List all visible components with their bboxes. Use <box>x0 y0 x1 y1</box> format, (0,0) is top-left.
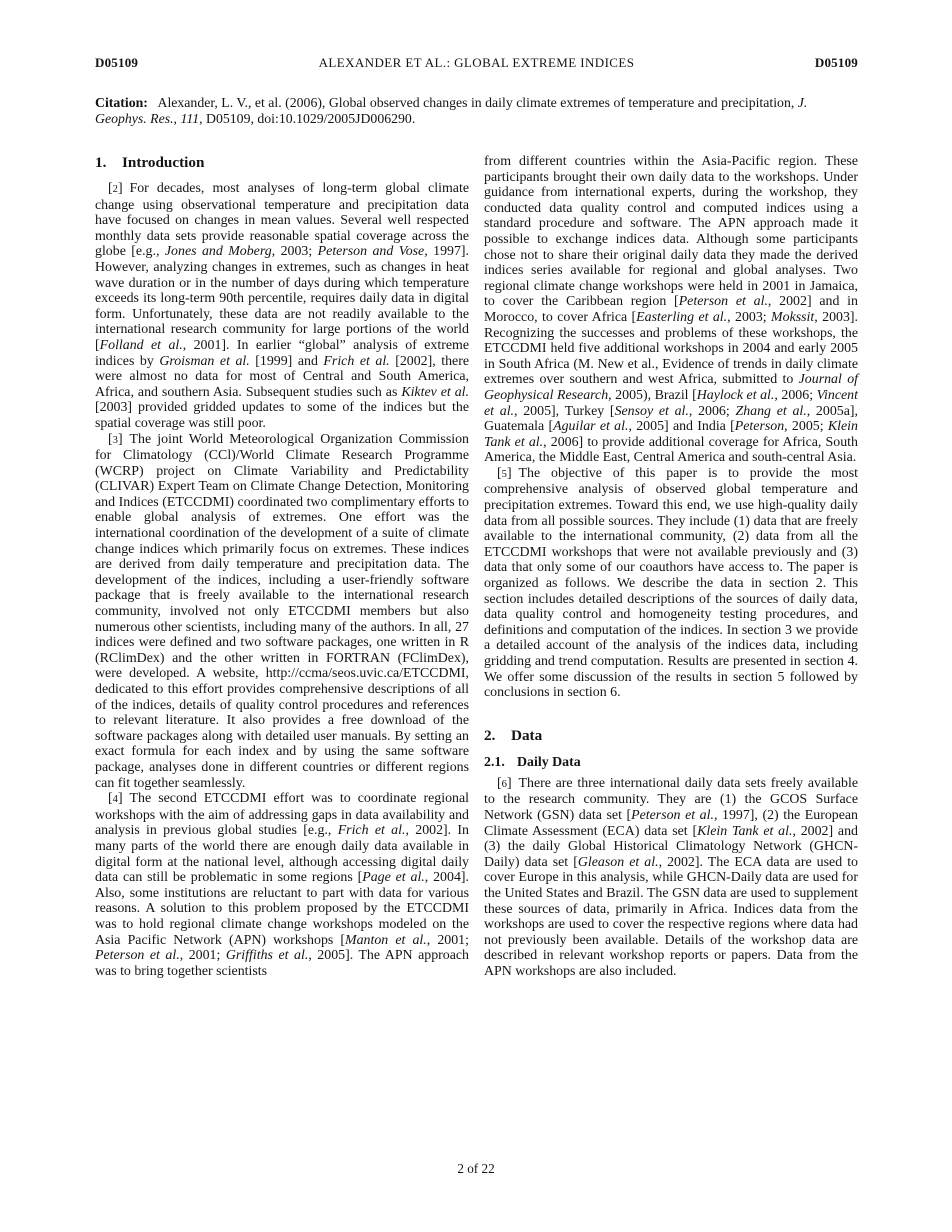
italic-run: Manton et al. <box>345 932 427 948</box>
text-run: , 2002] and in Morocco, to cover Africa [ <box>484 294 858 325</box>
text-run: , 2006; <box>688 403 736 419</box>
italic-run: Folland et al. <box>99 337 183 353</box>
italic-run: Peterson et al. <box>95 948 180 964</box>
text-run: , <box>173 111 181 127</box>
column-right <box>484 154 858 980</box>
page-number: 2 of 22 <box>457 1161 495 1176</box>
text-run: There are three international daily data sets freely available to the research community. They are (1) the GCOS Surface Network (GSN) data set [ <box>484 775 858 823</box>
text-run: from different countries within the Asia-Pacific region. These participants brought their own daily data to the workshops. Under guidance from international experts, during the workshop, they conducted data quality control and computed indices using a standard procedure and software. The APN approach made it possible to exchange indices data. Although some participants chose not to share their original daily data they made the derived indices series available for regional and global analyses. Two regional climate change workshops were held in 2001 in Jamaica, to cover the Caribbean region [ <box>484 154 858 310</box>
paragraph <box>95 432 469 792</box>
text-run: , 2001; <box>426 932 469 948</box>
text-run: Alexander, L. V., et al. (2006), Global observed changes in daily climate extremes of temperature and precipitation, <box>147 95 798 110</box>
header-doc-id-right: D05109 <box>814 55 858 70</box>
heading-number: 2.1. <box>484 754 505 770</box>
text-run: , 1997]. However, analyzing changes in extremes, such as changes in heat wave duration or in the number of days during which temperature exceeds its long-term 90th percentile, requires daily data in digital form. Unfortunately, these data are not readily available to the international research community for large portions of the world [ <box>95 244 470 353</box>
italic-run: Peterson and Vose <box>317 244 425 260</box>
text-run: The objective of this paper is to provide the most comprehensive analysis of observed global temperature and precipitation extremes. Toward this end, we use high-quality daily data from all possible sources. They include (1) data that are freely available to the international community, (2) data from all the ETCCDMI workshops that were not available previously and (3) data that only some of our coauthors have access to. The paper is organized as follows. We describe the data in section 2. This section includes detailed descriptions of the sources of daily data, data quality control and homogeneity testing procedures, and definitions and computation of the indices. In section 3 we provide a detailed account of the analysis of the indices data, including gridding and trend computation. Results are presented in section 4. We offer some discussion of the results in section 5 followed by conclusions in section 6. <box>484 465 858 701</box>
heading-title: Data <box>511 726 543 744</box>
italic-run: Groisman et al. <box>159 353 250 369</box>
italic-run: Zhang et al. <box>735 403 807 419</box>
text-run: , 2005), Brazil [ <box>608 387 697 403</box>
italic-run: Mokssit <box>771 309 815 325</box>
italic-run: Journal of Geophysical Research <box>484 372 858 403</box>
paragraph <box>95 181 469 432</box>
paragraph <box>484 154 858 466</box>
italic-run: Klein Tank et al. <box>697 823 793 839</box>
subsection-heading <box>484 754 858 771</box>
paragraph-number: [5] <box>497 465 519 481</box>
italic-run: Peterson et al. <box>678 294 768 310</box>
paragraph <box>484 466 858 701</box>
italic-run: Vincent et al. <box>484 387 858 419</box>
text-run: , 2005; <box>784 419 828 435</box>
text-run: , 1997], (2) the European Climate Assessment (ECA) data set [ <box>484 807 858 839</box>
text-run: , 2006; <box>774 387 817 403</box>
italic-run: Kiktev et al. <box>401 384 470 400</box>
page-header <box>95 55 858 71</box>
heading-title: Daily Data <box>517 754 581 770</box>
paragraph <box>484 776 858 980</box>
italic-run: Aguilar et al. <box>553 419 629 435</box>
italic-run: Gleason et al. <box>577 854 659 870</box>
text-run: For decades, most analyses of long-term global climate change using observational temperature and precipitation data have focused on changes in mean values. Several well respected monthly data sets provide reasonable spatial coverage across the globe [e.g., <box>95 181 469 260</box>
italic-run: Frich et al. <box>323 353 390 369</box>
text-run: The joint World Meteorological Organization Commission for Climatology (CCl)/World Climate Research Programme (WCRP) project on Climate Variability and Predictability (CLIVAR) Expert Team on Climate Change Detection, Monitoring and Indices (ETCCDMI) coordinated two complimentary efforts to enable global analysis of extremes. One effort was the international coordination of the development of a suite of climate change indices which primarily focus on extremes. These indices are derived from daily temperature and precipitation data. The development of the indices, including a user-friendly software package that is freely available to the international research community, involved not only ETCCDMI members but also numerous other scientists, including many of the authors. In all, 27 indices were defined and two software packages, one written in R (RClimDex) and the other written in FORTRAN (FClimDex), were developed. A website, http://ccma/seos.uvic.ca/ETCCDMI, dedicated to this effort provides comprehensive descriptions of all of the indices, details of quality control procedures and references to relevant literature. It also provides a free download of the software packages along with detailed user manuals. By setting an exact formula for each index and by using the same software package, analyses done in different countries or different regions can fit together seamlessly. <box>95 431 469 791</box>
italic-run: 111 <box>180 111 200 127</box>
bold-run: Citation: <box>95 95 148 110</box>
header-doc-id-left: D05109 <box>95 55 139 70</box>
column-left <box>95 154 469 980</box>
italic-run: Page et al. <box>362 870 425 886</box>
paragraph <box>95 791 469 979</box>
text-run: [2002], there were almost no data for most of Central and South America, Africa, and southern Asia. Subsequent studies such as <box>95 353 469 400</box>
running-title: ALEXANDER ET AL.: GLOBAL EXTREME INDICES <box>318 55 635 70</box>
text-run: , 2001; <box>179 948 226 964</box>
italic-run: Frich et al. <box>337 823 406 839</box>
paragraph-number: [6] <box>497 775 519 791</box>
paragraph-number: [3] <box>108 431 130 447</box>
section-heading <box>95 154 469 172</box>
heading-number: 2. <box>484 726 496 744</box>
text-run: , 2005a], Guatemala [ <box>484 403 858 435</box>
text-run: , 2005]. The APN approach was to bring together scientists <box>95 948 470 979</box>
text-run: [2003] provided gridded updates to some of the indices but the spatial coverage was still poor. <box>95 400 469 431</box>
paragraph-number: [2] <box>108 181 130 196</box>
text-run: , 2002]. The ECA data are used to cover Europe in this analysis, while GHCN-Daily data are used for the United States and Brazil. The GSN data are used to supplement these sources of data, primarily in Africa. Indices data from the workshops are used to cover the respective regions where data had not previously been available. Details of the workshop data are described in relevant workshop reports or papers. Data from the APN workshops are also included. <box>484 854 858 979</box>
text-run: , 2004]. Also, some institutions are reluctant to part with data for various reasons. A solution to this problem proposed by the ETCCDMI was to hold regional climate change workshops modeled on the Asia Pacific Network (APN) workshops [ <box>95 870 469 948</box>
italic-run: Easterling et al. <box>636 309 728 325</box>
heading-number: 1. <box>95 154 107 171</box>
italic-run: Griffiths et al. <box>225 948 309 964</box>
article-body <box>95 154 858 980</box>
section-heading <box>484 727 858 745</box>
text-run: , 2005], Turkey [ <box>514 403 615 419</box>
text-run: , 2003; <box>727 309 772 325</box>
text-run: [1999] and <box>249 353 324 369</box>
italic-run: Sensoy et al. <box>614 403 689 419</box>
italic-run: Haylock et al. <box>696 387 775 403</box>
text-run: , 2003]. Recognizing the successes and problems of these workshops, the ETCCDMI held five additional workshops in 2004 and early 2005 in South Africa (M. New et al., Evidence of trends in daily climate extremes over southern and west Africa, submitted to <box>484 309 859 388</box>
text-run: The second ETCCDMI effort was to coordinate regional workshops with the aim of addressing gaps in data availability and analysis in previous global studies [e.g., <box>95 791 469 839</box>
citation-block <box>95 95 858 127</box>
text-run: , 2001]. In earlier “global” analysis of extreme indices by <box>95 337 470 369</box>
text-run: , 2002] and (3) the daily Global Historical Climatology Network (GHCN-Daily) data set [ <box>484 823 858 870</box>
text-run: , D05109, doi:10.1029/2005JD006290. <box>199 111 416 127</box>
italic-run: Klein Tank et al. <box>484 419 858 450</box>
paragraph-number: [4] <box>108 791 130 807</box>
italic-run: J. Geophys. Res. <box>95 95 808 127</box>
italic-run: Jones and Moberg <box>164 244 272 260</box>
text-run: , 2003; <box>271 244 318 260</box>
italic-run: Peterson et al. <box>631 807 714 823</box>
italic-run: Peterson <box>734 419 785 435</box>
text-run: , 2006] to provide additional coverage for Africa, South America, the Middle East, Central America and south-central Asia. <box>484 434 858 466</box>
text-run: , 2002]. In many parts of the world there are enough daily data available in digital form at the national level, although accessing digital daily data can still be problematic in some regions [ <box>95 823 469 886</box>
heading-title: Introduction <box>122 154 205 171</box>
text-run: , 2005] and India [ <box>628 419 735 435</box>
